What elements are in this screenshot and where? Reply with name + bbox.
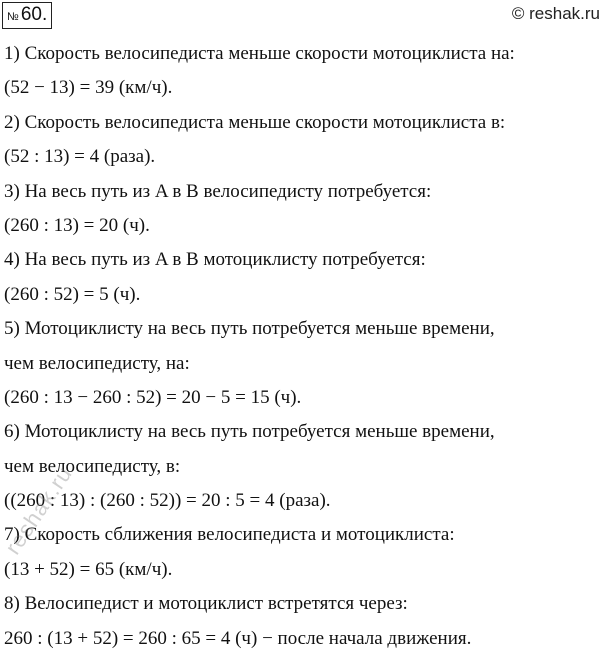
solution-line: ((260 : 13) : (260 : 52)) = 20 : 5 = 4 (раза). — [4, 490, 331, 512]
diagonal-watermark: reshak.ru — [0, 461, 78, 559]
number-sign: № — [7, 11, 19, 23]
task-number-badge — [2, 2, 52, 29]
solution-line: (260 : 52) = 5 (ч). — [4, 283, 141, 305]
solution-line: (52 − 13) = 39 (км/ч). — [4, 77, 173, 99]
solution-text — [4, 37, 600, 656]
solution-line: 4) На весь путь из A в B мотоциклисту потребуется: — [4, 249, 426, 271]
solution-line: (52 : 13) = 4 (раза). — [4, 146, 156, 168]
solution-line: 7) Скорость сближения велосипедиста и мотоциклиста: — [4, 524, 455, 546]
solution-line: 6) Мотоциклисту на весь путь потребуется меньше времени, — [4, 421, 495, 443]
solution-line: 260 : (13 + 52) = 260 : 65 = 4 (ч) − после начала движения. — [4, 627, 472, 649]
site-watermark: © reshak.ru — [511, 4, 600, 23]
task-number: 60. — [20, 4, 48, 25]
solution-line: чем велосипедисту, на: — [4, 352, 190, 374]
solution-line: (260 : 13) = 20 (ч). — [4, 214, 150, 236]
solution-line: 5) Мотоциклисту на весь путь потребуется меньше времени, — [4, 318, 495, 340]
header — [2, 2, 600, 30]
solution-line: 3) На весь путь из A в B велосипедисту потребуется: — [4, 180, 432, 202]
solution-line: 8) Велосипедист и мотоциклист встретятся через: — [4, 593, 408, 615]
solution-line: 1) Скорость велосипедиста меньше скорости мотоциклиста на: — [4, 43, 515, 64]
solution-line: чем велосипедисту, в: — [4, 455, 181, 477]
solution-line: (260 : 13 − 260 : 52) = 20 − 5 = 15 (ч). — [4, 386, 302, 408]
solution-line: (13 + 52) = 65 (км/ч). — [4, 558, 173, 580]
solution-line: 2) Скорость велосипедиста меньше скорости мотоциклиста в: — [4, 111, 506, 133]
